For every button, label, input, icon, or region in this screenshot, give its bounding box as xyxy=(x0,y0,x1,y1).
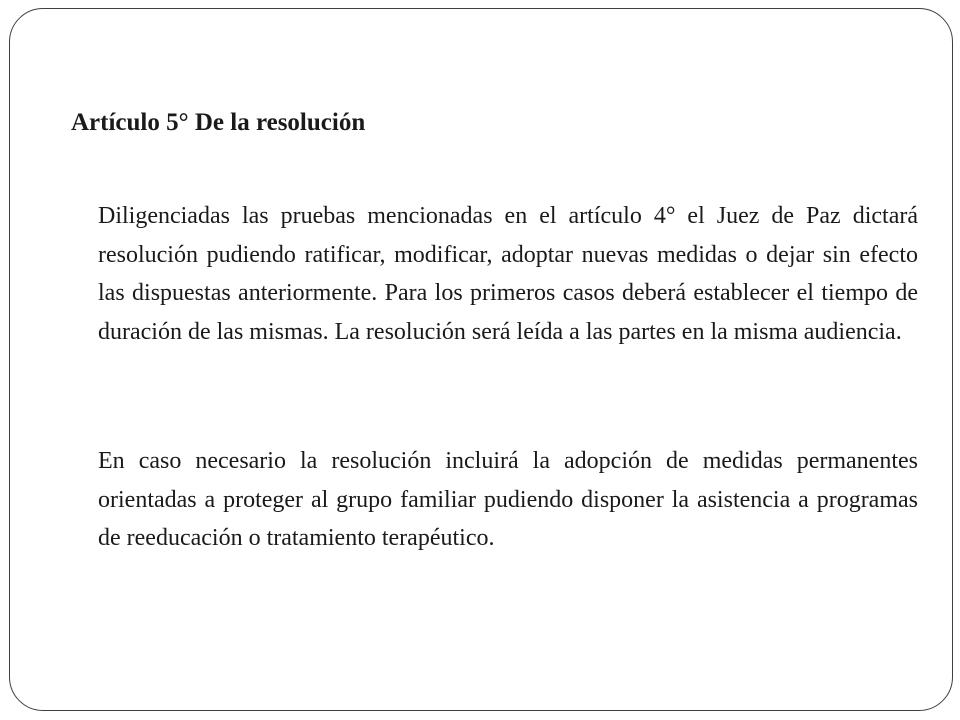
slide-frame xyxy=(9,8,953,711)
body-paragraph-1: Diligenciadas las pruebas mencionadas en el artículo 4° el Juez de Paz dictará resolución pudiendo ratificar, modificar, adoptar nuevas medidas o dejar sin efecto las dispuestas anteriormente. Para los primeros casos deberá establecer el tiempo de duración de las mismas. La resolución será leída a las partes en la misma audiencia. xyxy=(98,203,918,345)
slide-title: Artículo 5° De la resolución xyxy=(71,109,366,136)
body-paragraph-2: En caso necesario la resolución incluirá la adopción de medidas permanentes orientadas a proteger al grupo familiar pudiendo disponer la asistencia a programas de reeducación o tratamiento terapéutico. xyxy=(98,448,918,551)
